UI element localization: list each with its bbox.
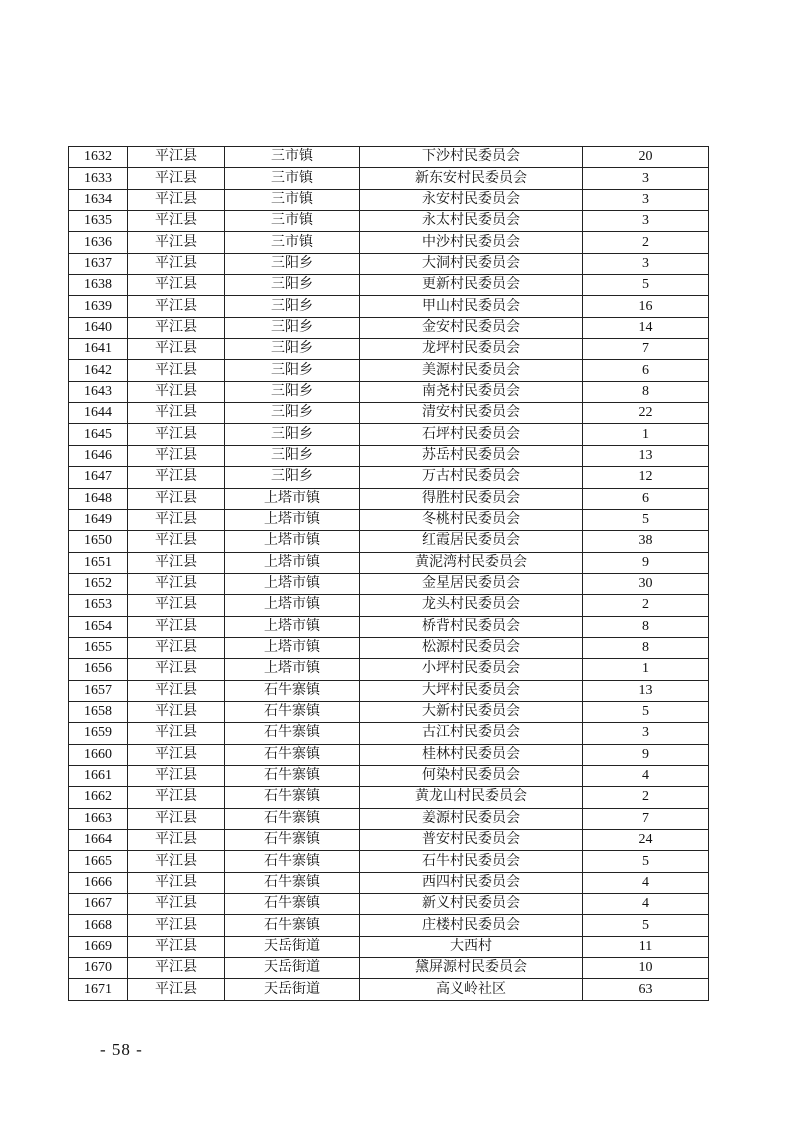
table-row bbox=[69, 936, 709, 957]
cell-count: 63 bbox=[583, 979, 709, 1000]
cell-row-number: 1641 bbox=[69, 339, 128, 360]
cell-county: 平江县 bbox=[128, 296, 225, 317]
table-row bbox=[69, 894, 709, 915]
cell-village-committee: 黄龙山村民委员会 bbox=[360, 787, 583, 808]
cell-count: 5 bbox=[583, 509, 709, 530]
cell-row-number: 1661 bbox=[69, 765, 128, 786]
cell-village-committee: 永太村民委员会 bbox=[360, 211, 583, 232]
table-row bbox=[69, 232, 709, 253]
cell-county: 平江县 bbox=[128, 680, 225, 701]
cell-township: 上塔市镇 bbox=[225, 595, 360, 616]
cell-row-number: 1660 bbox=[69, 744, 128, 765]
cell-village-committee: 何染村民委员会 bbox=[360, 765, 583, 786]
cell-row-number: 1664 bbox=[69, 830, 128, 851]
cell-township: 石牛寨镇 bbox=[225, 808, 360, 829]
cell-row-number: 1639 bbox=[69, 296, 128, 317]
table-row bbox=[69, 467, 709, 488]
cell-township: 石牛寨镇 bbox=[225, 723, 360, 744]
cell-row-number: 1643 bbox=[69, 381, 128, 402]
cell-township: 上塔市镇 bbox=[225, 509, 360, 530]
cell-village-committee: 石牛村民委员会 bbox=[360, 851, 583, 872]
cell-township: 天岳街道 bbox=[225, 979, 360, 1000]
cell-village-committee: 金安村民委员会 bbox=[360, 317, 583, 338]
cell-county: 平江县 bbox=[128, 424, 225, 445]
cell-count: 1 bbox=[583, 424, 709, 445]
cell-county: 平江县 bbox=[128, 701, 225, 722]
cell-count: 8 bbox=[583, 637, 709, 658]
table-row bbox=[69, 680, 709, 701]
cell-village-committee: 高义岭社区 bbox=[360, 979, 583, 1000]
cell-row-number: 1669 bbox=[69, 936, 128, 957]
cell-township: 石牛寨镇 bbox=[225, 830, 360, 851]
table-row bbox=[69, 552, 709, 573]
cell-count: 2 bbox=[583, 232, 709, 253]
table-row bbox=[69, 701, 709, 722]
cell-township: 石牛寨镇 bbox=[225, 894, 360, 915]
cell-row-number: 1646 bbox=[69, 445, 128, 466]
table-row bbox=[69, 424, 709, 445]
cell-township: 石牛寨镇 bbox=[225, 765, 360, 786]
cell-count: 4 bbox=[583, 872, 709, 893]
cell-township: 三阳乡 bbox=[225, 275, 360, 296]
cell-row-number: 1653 bbox=[69, 595, 128, 616]
cell-county: 平江县 bbox=[128, 317, 225, 338]
table-row bbox=[69, 637, 709, 658]
cell-county: 平江县 bbox=[128, 958, 225, 979]
cell-township: 石牛寨镇 bbox=[225, 744, 360, 765]
cell-village-committee: 松源村民委员会 bbox=[360, 637, 583, 658]
cell-row-number: 1638 bbox=[69, 275, 128, 296]
cell-row-number: 1667 bbox=[69, 894, 128, 915]
cell-count: 13 bbox=[583, 680, 709, 701]
cell-count: 38 bbox=[583, 531, 709, 552]
cell-count: 12 bbox=[583, 467, 709, 488]
cell-village-committee: 庄楼村民委员会 bbox=[360, 915, 583, 936]
table-row bbox=[69, 616, 709, 637]
cell-village-committee: 龙头村民委员会 bbox=[360, 595, 583, 616]
cell-village-committee: 石坪村民委员会 bbox=[360, 424, 583, 445]
cell-township: 石牛寨镇 bbox=[225, 851, 360, 872]
cell-village-committee: 永安村民委员会 bbox=[360, 189, 583, 210]
cell-village-committee: 姜源村民委员会 bbox=[360, 808, 583, 829]
cell-township: 上塔市镇 bbox=[225, 552, 360, 573]
cell-row-number: 1645 bbox=[69, 424, 128, 445]
cell-township: 上塔市镇 bbox=[225, 531, 360, 552]
table-row bbox=[69, 915, 709, 936]
cell-township: 上塔市镇 bbox=[225, 616, 360, 637]
cell-township: 三阳乡 bbox=[225, 467, 360, 488]
cell-village-committee: 西四村民委员会 bbox=[360, 872, 583, 893]
cell-township: 上塔市镇 bbox=[225, 573, 360, 594]
cell-county: 平江县 bbox=[128, 381, 225, 402]
table-row bbox=[69, 659, 709, 680]
cell-village-committee: 小坪村民委员会 bbox=[360, 659, 583, 680]
cell-county: 平江县 bbox=[128, 509, 225, 530]
cell-village-committee: 红霞居民委员会 bbox=[360, 531, 583, 552]
cell-township: 上塔市镇 bbox=[225, 488, 360, 509]
cell-count: 3 bbox=[583, 168, 709, 189]
cell-village-committee: 美源村民委员会 bbox=[360, 360, 583, 381]
cell-county: 平江县 bbox=[128, 936, 225, 957]
cell-village-committee: 新东安村民委员会 bbox=[360, 168, 583, 189]
cell-count: 2 bbox=[583, 787, 709, 808]
cell-count: 3 bbox=[583, 723, 709, 744]
table-row bbox=[69, 445, 709, 466]
cell-township: 石牛寨镇 bbox=[225, 787, 360, 808]
table-row bbox=[69, 211, 709, 232]
cell-village-committee: 苏岳村民委员会 bbox=[360, 445, 583, 466]
cell-count: 5 bbox=[583, 851, 709, 872]
cell-village-committee: 甲山村民委员会 bbox=[360, 296, 583, 317]
cell-county: 平江县 bbox=[128, 168, 225, 189]
cell-row-number: 1657 bbox=[69, 680, 128, 701]
cell-township: 三阳乡 bbox=[225, 445, 360, 466]
cell-row-number: 1662 bbox=[69, 787, 128, 808]
cell-township: 石牛寨镇 bbox=[225, 872, 360, 893]
cell-row-number: 1651 bbox=[69, 552, 128, 573]
cell-row-number: 1663 bbox=[69, 808, 128, 829]
cell-county: 平江县 bbox=[128, 808, 225, 829]
cell-township: 三阳乡 bbox=[225, 317, 360, 338]
table-row bbox=[69, 296, 709, 317]
cell-row-number: 1656 bbox=[69, 659, 128, 680]
cell-row-number: 1632 bbox=[69, 147, 128, 168]
table-row bbox=[69, 253, 709, 274]
cell-township: 天岳街道 bbox=[225, 936, 360, 957]
cell-count: 20 bbox=[583, 147, 709, 168]
table-row bbox=[69, 765, 709, 786]
cell-village-committee: 大西村 bbox=[360, 936, 583, 957]
cell-county: 平江县 bbox=[128, 253, 225, 274]
cell-township: 三市镇 bbox=[225, 189, 360, 210]
cell-row-number: 1637 bbox=[69, 253, 128, 274]
cell-row-number: 1636 bbox=[69, 232, 128, 253]
cell-village-committee: 更新村民委员会 bbox=[360, 275, 583, 296]
cell-village-committee: 得胜村民委员会 bbox=[360, 488, 583, 509]
cell-county: 平江县 bbox=[128, 339, 225, 360]
cell-row-number: 1670 bbox=[69, 958, 128, 979]
cell-village-committee: 冬桃村民委员会 bbox=[360, 509, 583, 530]
cell-row-number: 1633 bbox=[69, 168, 128, 189]
cell-township: 三市镇 bbox=[225, 211, 360, 232]
cell-count: 7 bbox=[583, 808, 709, 829]
table-row bbox=[69, 979, 709, 1000]
table-row bbox=[69, 787, 709, 808]
table-row bbox=[69, 958, 709, 979]
cell-village-committee: 黛屏源村民委员会 bbox=[360, 958, 583, 979]
table-row bbox=[69, 744, 709, 765]
table-row bbox=[69, 339, 709, 360]
cell-row-number: 1666 bbox=[69, 872, 128, 893]
table-row bbox=[69, 509, 709, 530]
cell-count: 7 bbox=[583, 339, 709, 360]
cell-county: 平江县 bbox=[128, 360, 225, 381]
cell-village-committee: 新义村民委员会 bbox=[360, 894, 583, 915]
table-row bbox=[69, 531, 709, 552]
cell-count: 4 bbox=[583, 894, 709, 915]
table-row bbox=[69, 595, 709, 616]
table-row bbox=[69, 830, 709, 851]
cell-county: 平江县 bbox=[128, 787, 225, 808]
table-row bbox=[69, 872, 709, 893]
cell-county: 平江县 bbox=[128, 189, 225, 210]
table-row bbox=[69, 189, 709, 210]
cell-row-number: 1634 bbox=[69, 189, 128, 210]
cell-county: 平江县 bbox=[128, 445, 225, 466]
cell-count: 3 bbox=[583, 189, 709, 210]
cell-village-committee: 桂林村民委员会 bbox=[360, 744, 583, 765]
cell-count: 4 bbox=[583, 765, 709, 786]
cell-count: 16 bbox=[583, 296, 709, 317]
cell-township: 三阳乡 bbox=[225, 360, 360, 381]
cell-count: 6 bbox=[583, 360, 709, 381]
cell-row-number: 1647 bbox=[69, 467, 128, 488]
cell-count: 13 bbox=[583, 445, 709, 466]
cell-township: 石牛寨镇 bbox=[225, 915, 360, 936]
cell-village-committee: 中沙村民委员会 bbox=[360, 232, 583, 253]
cell-row-number: 1654 bbox=[69, 616, 128, 637]
table-row bbox=[69, 403, 709, 424]
cell-township: 三市镇 bbox=[225, 168, 360, 189]
cell-count: 24 bbox=[583, 830, 709, 851]
cell-county: 平江县 bbox=[128, 851, 225, 872]
cell-row-number: 1659 bbox=[69, 723, 128, 744]
cell-row-number: 1671 bbox=[69, 979, 128, 1000]
cell-county: 平江县 bbox=[128, 275, 225, 296]
cell-village-committee: 万古村民委员会 bbox=[360, 467, 583, 488]
cell-county: 平江县 bbox=[128, 531, 225, 552]
cell-county: 平江县 bbox=[128, 488, 225, 509]
cell-county: 平江县 bbox=[128, 552, 225, 573]
cell-count: 5 bbox=[583, 701, 709, 722]
table-row bbox=[69, 168, 709, 189]
cell-count: 11 bbox=[583, 936, 709, 957]
cell-row-number: 1642 bbox=[69, 360, 128, 381]
cell-row-number: 1648 bbox=[69, 488, 128, 509]
cell-count: 10 bbox=[583, 958, 709, 979]
cell-village-committee: 下沙村民委员会 bbox=[360, 147, 583, 168]
cell-count: 8 bbox=[583, 381, 709, 402]
cell-county: 平江县 bbox=[128, 723, 225, 744]
data-table bbox=[68, 146, 709, 1001]
cell-row-number: 1649 bbox=[69, 509, 128, 530]
cell-row-number: 1658 bbox=[69, 701, 128, 722]
cell-village-committee: 古江村民委员会 bbox=[360, 723, 583, 744]
cell-count: 3 bbox=[583, 253, 709, 274]
cell-count: 9 bbox=[583, 744, 709, 765]
cell-count: 5 bbox=[583, 915, 709, 936]
cell-county: 平江县 bbox=[128, 744, 225, 765]
table-body bbox=[69, 147, 709, 1001]
cell-village-committee: 大洞村民委员会 bbox=[360, 253, 583, 274]
cell-count: 8 bbox=[583, 616, 709, 637]
cell-village-committee: 金星居民委员会 bbox=[360, 573, 583, 594]
cell-township: 天岳街道 bbox=[225, 958, 360, 979]
table-row bbox=[69, 317, 709, 338]
cell-county: 平江县 bbox=[128, 830, 225, 851]
cell-row-number: 1652 bbox=[69, 573, 128, 594]
cell-county: 平江县 bbox=[128, 915, 225, 936]
cell-township: 三阳乡 bbox=[225, 339, 360, 360]
table-row bbox=[69, 275, 709, 296]
cell-count: 6 bbox=[583, 488, 709, 509]
cell-village-committee: 大新村民委员会 bbox=[360, 701, 583, 722]
cell-county: 平江县 bbox=[128, 872, 225, 893]
cell-township: 三市镇 bbox=[225, 232, 360, 253]
table-row bbox=[69, 147, 709, 168]
cell-township: 三阳乡 bbox=[225, 253, 360, 274]
cell-county: 平江县 bbox=[128, 403, 225, 424]
cell-village-committee: 龙坪村民委员会 bbox=[360, 339, 583, 360]
cell-township: 三阳乡 bbox=[225, 381, 360, 402]
cell-count: 5 bbox=[583, 275, 709, 296]
cell-county: 平江县 bbox=[128, 765, 225, 786]
cell-village-committee: 普安村民委员会 bbox=[360, 830, 583, 851]
cell-village-committee: 大坪村民委员会 bbox=[360, 680, 583, 701]
page-number: - 58 - bbox=[100, 1040, 143, 1059]
cell-count: 2 bbox=[583, 595, 709, 616]
cell-county: 平江县 bbox=[128, 659, 225, 680]
cell-count: 22 bbox=[583, 403, 709, 424]
cell-row-number: 1635 bbox=[69, 211, 128, 232]
cell-county: 平江县 bbox=[128, 894, 225, 915]
cell-row-number: 1640 bbox=[69, 317, 128, 338]
cell-township: 上塔市镇 bbox=[225, 637, 360, 658]
table-row bbox=[69, 381, 709, 402]
cell-count: 14 bbox=[583, 317, 709, 338]
table-row bbox=[69, 573, 709, 594]
table-row bbox=[69, 723, 709, 744]
table-row bbox=[69, 488, 709, 509]
cell-county: 平江县 bbox=[128, 637, 225, 658]
cell-county: 平江县 bbox=[128, 979, 225, 1000]
cell-township: 石牛寨镇 bbox=[225, 680, 360, 701]
cell-village-committee: 清安村民委员会 bbox=[360, 403, 583, 424]
cell-township: 三阳乡 bbox=[225, 424, 360, 445]
cell-row-number: 1644 bbox=[69, 403, 128, 424]
cell-county: 平江县 bbox=[128, 147, 225, 168]
cell-township: 石牛寨镇 bbox=[225, 701, 360, 722]
table-row bbox=[69, 851, 709, 872]
cell-county: 平江县 bbox=[128, 211, 225, 232]
cell-village-committee: 桥背村民委员会 bbox=[360, 616, 583, 637]
cell-village-committee: 南尧村民委员会 bbox=[360, 381, 583, 402]
cell-row-number: 1650 bbox=[69, 531, 128, 552]
cell-county: 平江县 bbox=[128, 573, 225, 594]
cell-row-number: 1655 bbox=[69, 637, 128, 658]
cell-township: 上塔市镇 bbox=[225, 659, 360, 680]
cell-count: 9 bbox=[583, 552, 709, 573]
cell-row-number: 1668 bbox=[69, 915, 128, 936]
cell-township: 三市镇 bbox=[225, 147, 360, 168]
cell-township: 三阳乡 bbox=[225, 296, 360, 317]
cell-count: 30 bbox=[583, 573, 709, 594]
cell-county: 平江县 bbox=[128, 232, 225, 253]
cell-county: 平江县 bbox=[128, 467, 225, 488]
table-row bbox=[69, 360, 709, 381]
cell-township: 三阳乡 bbox=[225, 403, 360, 424]
cell-village-committee: 黄泥湾村民委员会 bbox=[360, 552, 583, 573]
cell-row-number: 1665 bbox=[69, 851, 128, 872]
cell-county: 平江县 bbox=[128, 616, 225, 637]
table-row bbox=[69, 808, 709, 829]
cell-count: 3 bbox=[583, 211, 709, 232]
cell-county: 平江县 bbox=[128, 595, 225, 616]
cell-count: 1 bbox=[583, 659, 709, 680]
